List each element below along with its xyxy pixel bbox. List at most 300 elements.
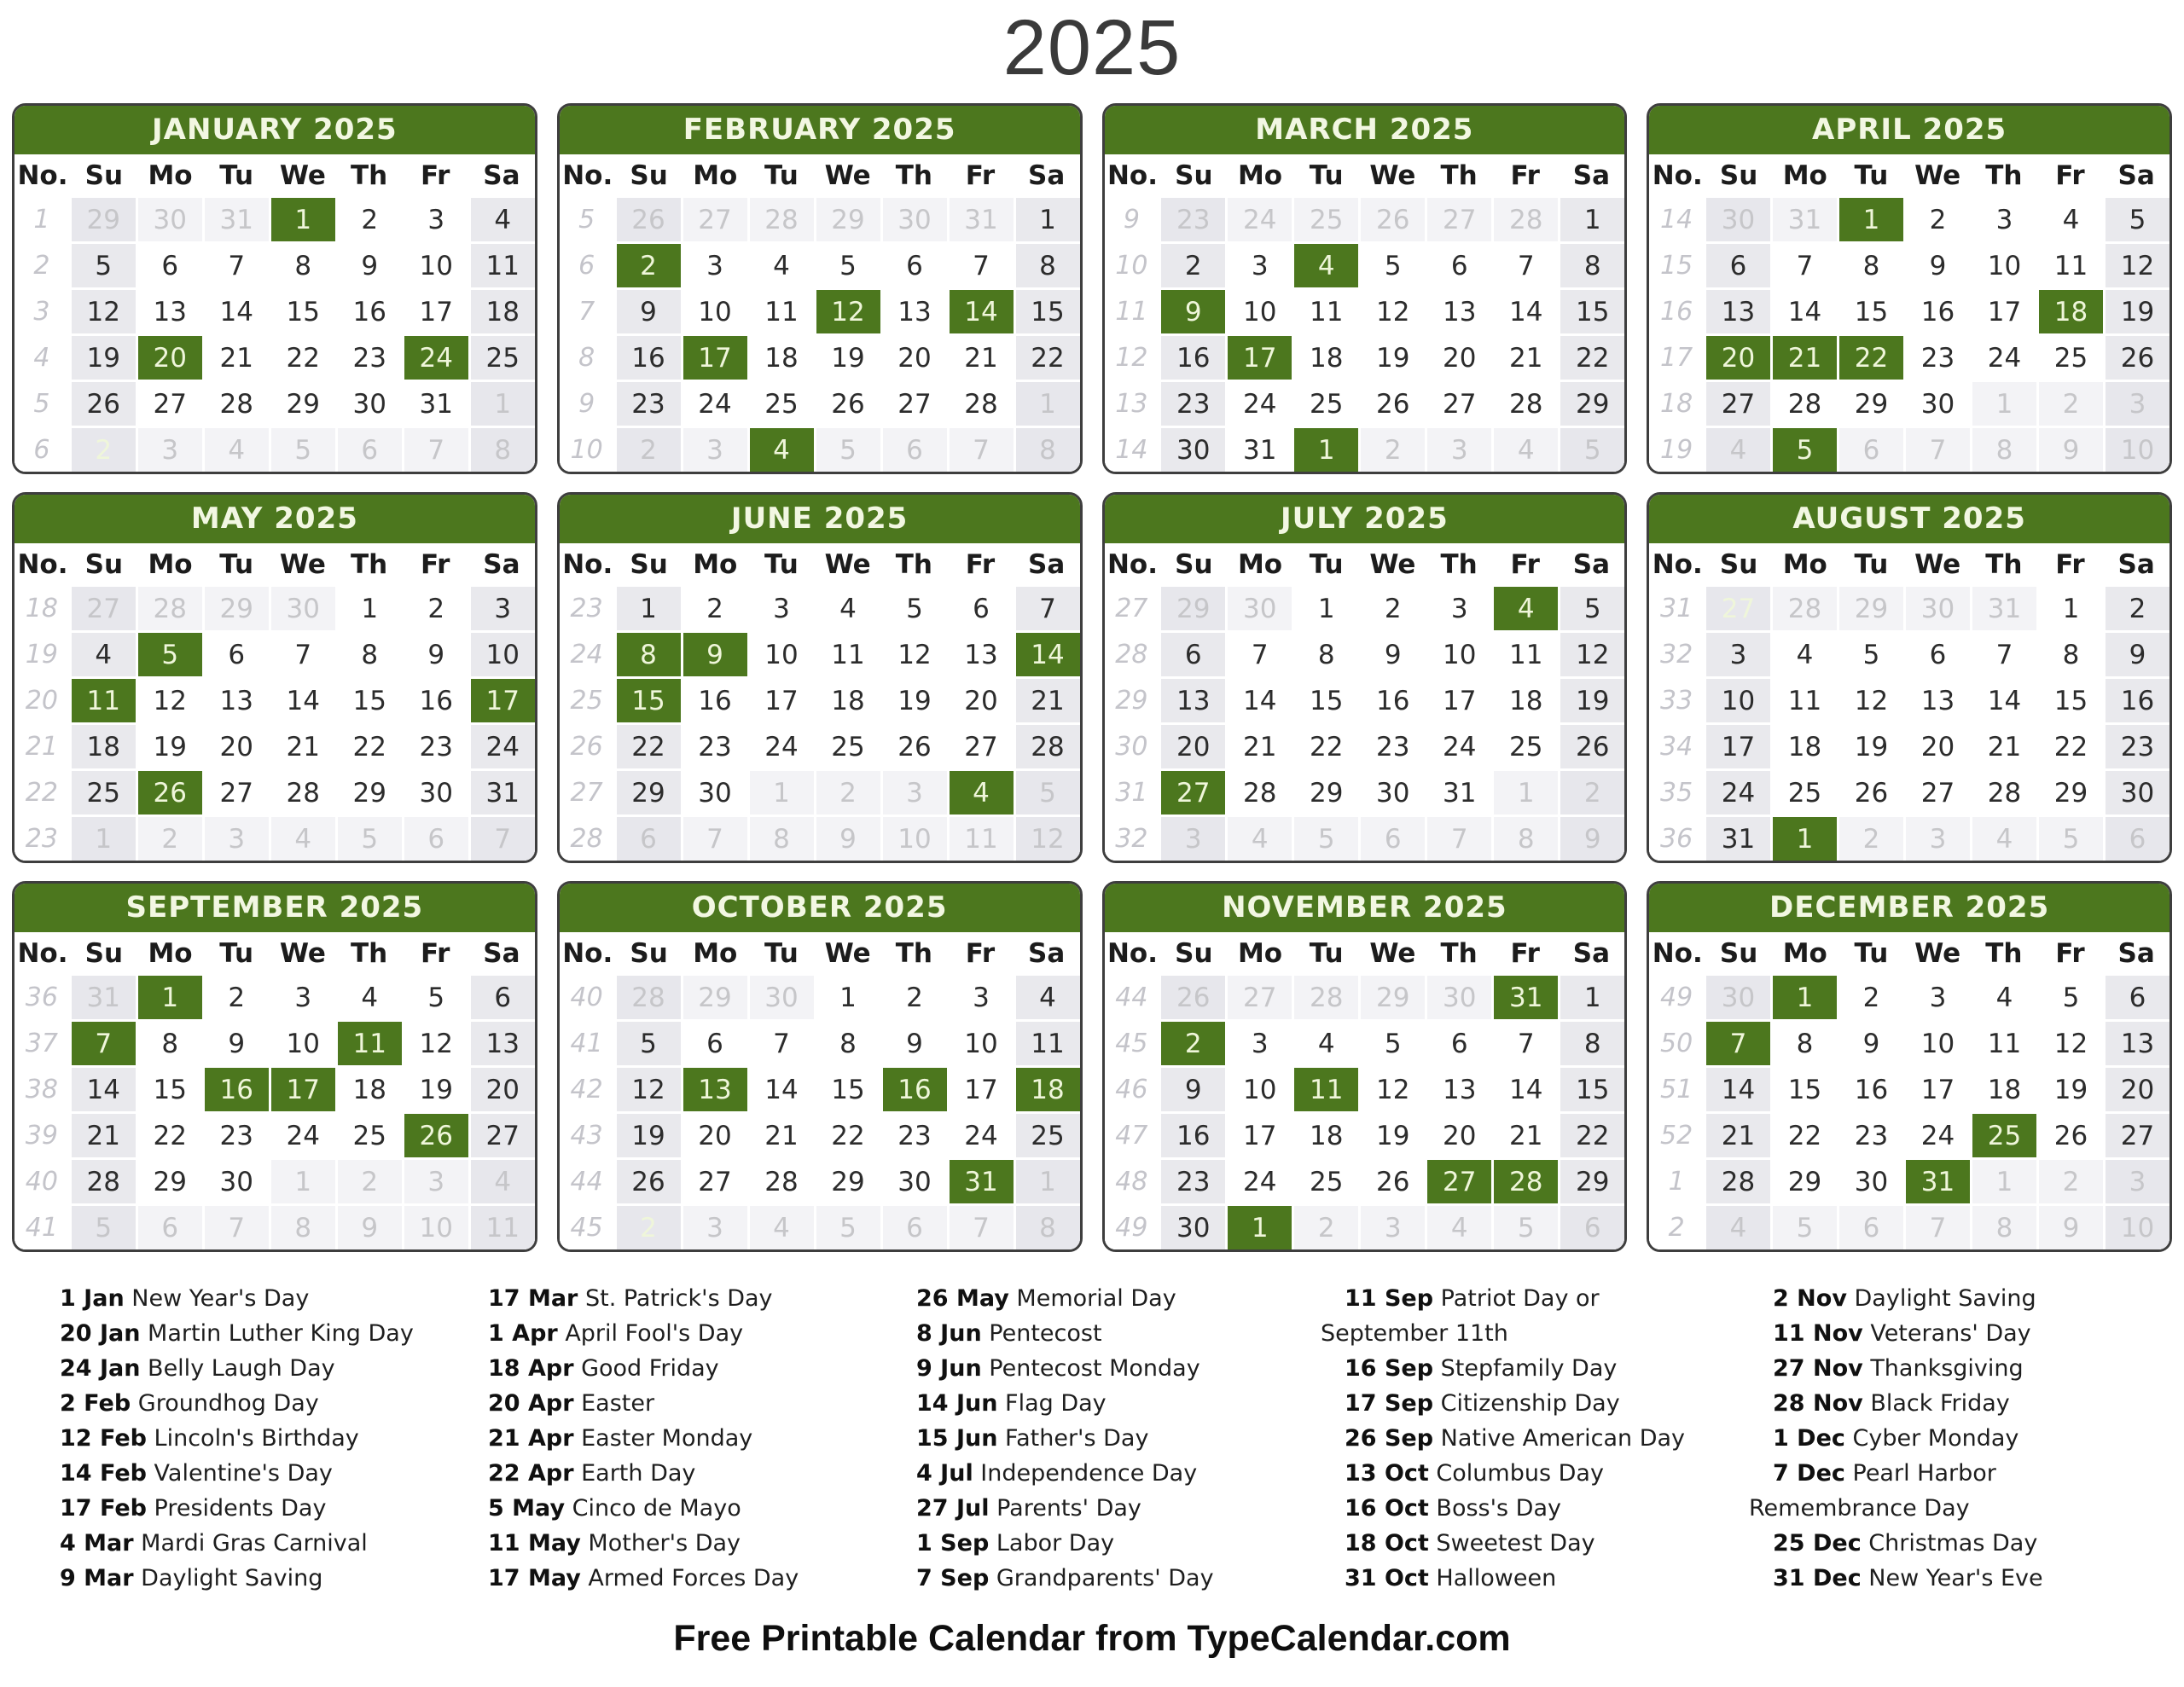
day-cell: 6 [138,244,202,287]
day-cell: 11 [1972,1022,2036,1065]
weekday-header-fr: Fr [420,548,450,580]
day-cell: 15 [271,290,335,333]
weekday-header-no: No. [1107,159,1159,191]
month-body [1649,585,2169,861]
week-number: 34 [1649,725,1704,768]
month-body [560,196,1080,472]
holiday-date: 11 May [488,1530,581,1557]
weekday-header-no: No. [17,548,68,580]
day-cell: 28 [271,771,335,815]
day-cell: 30 [404,771,468,815]
holiday-date: 14 Feb [60,1460,147,1487]
weekday-header-th: Th [895,159,932,191]
day-cell: 5 [1294,817,1358,861]
day-cell: 29 [2039,771,2103,815]
day-cell: 6 [617,817,681,861]
week-number: 43 [560,1114,614,1157]
day-cell: 14 [1706,1068,1770,1111]
month-title-february: FEBRUARY 2025 [560,106,1080,154]
holiday-date: 14 Jun [916,1390,998,1417]
day-cell: 5 [72,244,136,287]
day-cell: 7 [750,1022,814,1065]
day-cell: 4 [750,244,814,287]
day-cell: 5 [816,1206,880,1249]
day-cell: 11 [1016,1022,1080,1065]
weekday-header-we: We [824,937,871,969]
day-cell: 20 [950,679,1014,722]
day-cell: 6 [2106,976,2169,1019]
day-cell: 26 [816,382,880,426]
day-cell: 23 [205,1114,269,1157]
day-cell: 17 [1972,290,2036,333]
holiday-date: 12 Feb [60,1425,147,1452]
month-february [557,103,1083,474]
weekday-header-no: No. [1652,548,1703,580]
holidays-section [0,1252,2184,1596]
day-cell: 29 [1161,587,1225,630]
week-number: 11 [1105,290,1159,333]
week-number: 50 [1649,1022,1704,1065]
weekday-header-sa: Sa [1572,548,1611,580]
day-cell: 25 [1773,771,1837,815]
day-cell: 31 [1427,771,1491,815]
week-number: 39 [15,1114,69,1157]
day-cell: 25 [338,1114,402,1157]
day-cell: 7 [471,817,535,861]
holiday-entry: 8 Jun Pentecost [916,1320,1102,1347]
day-cell: 10 [404,244,468,287]
day-cell: 17 [1228,1114,1292,1157]
day-cell: 18 [72,725,136,768]
holiday-date: 1 Sep [916,1530,990,1557]
day-cell: 22 [1773,1114,1837,1157]
day-cell: 21 [1016,679,1080,722]
day-cell: 2 [338,1160,402,1203]
weekday-header-mo: Mo [1237,937,1283,969]
day-cell: 7 [950,1206,1014,1249]
week-number: 1 [1649,1160,1704,1203]
day-cell: 27 [72,587,136,630]
holiday-entry: 11 May Mother's Day [488,1530,741,1557]
week-number: 18 [1649,382,1704,426]
day-cell: 14 [1228,679,1292,722]
weekday-header-no: No. [17,159,68,191]
holiday-entry: 31 Oct Halloween [1345,1565,1557,1591]
holiday-entry: 16 Sep Stepfamily Day [1345,1355,1618,1382]
day-cell: 29 [1560,1160,1624,1203]
holiday-entry: 17 Mar St. Patrick's Day [488,1285,773,1312]
holiday-date: 24 Jan [60,1355,141,1382]
day-cell: 26 [72,382,136,426]
day-cell: 23 [1839,1114,1903,1157]
weekday-header-su: Su [1719,548,1758,580]
day-cell: 18 [1294,1114,1358,1157]
holiday-entry: 16 Oct Boss's Day [1345,1495,1561,1522]
day-cell: 24 [683,382,747,426]
day-cell: 21 [950,336,1014,380]
day-cell: 4 [1706,428,1770,472]
day-cell-holiday: 16 [883,1068,947,1111]
month-march [1102,103,1628,474]
day-cell: 20 [683,1114,747,1157]
month-title-august: AUGUST 2025 [1649,495,2169,543]
day-cell: 28 [750,198,814,241]
day-cell: 10 [950,1022,1014,1065]
day-cell: 16 [1839,1068,1903,1111]
day-cell-holiday: 4 [750,428,814,472]
day-cell: 23 [2106,725,2169,768]
day-cell: 3 [2106,382,2169,426]
week-number: 45 [560,1206,614,1249]
day-cell: 22 [617,725,681,768]
weekday-header-row [1105,543,1625,585]
day-cell: 30 [1906,587,1970,630]
day-cell: 15 [1560,1068,1624,1111]
day-cell: 28 [1294,976,1358,1019]
week-number: 5 [560,198,614,241]
day-cell: 24 [1228,1160,1292,1203]
day-cell-holiday: 27 [1427,1160,1491,1203]
day-cell: 6 [1706,244,1770,287]
day-cell-holiday: 16 [205,1068,269,1111]
day-cell: 30 [1906,382,1970,426]
day-cell: 8 [1560,1022,1624,1065]
day-cell: 8 [1773,1022,1837,1065]
day-cell: 8 [1294,633,1358,676]
day-cell: 6 [338,428,402,472]
week-number: 5 [15,382,69,426]
day-cell: 22 [1560,1114,1624,1157]
weekday-header-we: We [1914,548,1961,580]
day-cell: 25 [471,336,535,380]
holiday-entry: 18 Oct Sweetest Day [1345,1530,1595,1557]
week-number: 32 [1649,633,1704,676]
month-july [1102,492,1628,863]
day-cell-holiday: 11 [1294,1068,1358,1111]
day-cell: 12 [1016,817,1080,861]
week-number: 7 [560,290,614,333]
weekday-header-th: Th [350,548,388,580]
day-cell: 10 [883,817,947,861]
weekday-header-we: We [824,159,871,191]
day-cell-holiday: 18 [2039,290,2103,333]
week-number: 13 [1105,382,1159,426]
week-number: 2 [15,244,69,287]
month-title-december: DECEMBER 2025 [1649,884,2169,932]
day-cell: 3 [1361,1206,1425,1249]
day-cell: 16 [404,679,468,722]
holiday-date: 21 Apr [488,1425,574,1452]
holiday-entry: 27 Nov Thanksgiving [1773,1355,2024,1382]
day-cell: 30 [1706,976,1770,1019]
holiday-date: 8 Jun [916,1320,982,1347]
day-cell: 27 [1706,382,1770,426]
day-cell: 10 [404,1206,468,1249]
day-cell: 2 [1560,771,1624,815]
holiday-column-4 [1321,1281,1720,1596]
weekday-header-row [1105,154,1625,196]
weekday-header-fr: Fr [965,937,996,969]
day-cell: 18 [338,1068,402,1111]
day-cell: 30 [1161,1206,1225,1249]
day-cell: 9 [205,1022,269,1065]
day-cell: 10 [1228,290,1292,333]
day-cell: 25 [2039,336,2103,380]
week-number: 24 [560,633,614,676]
day-cell: 2 [404,587,468,630]
day-cell: 4 [1972,976,2036,1019]
day-cell: 7 [205,1206,269,1249]
day-cell: 21 [750,1114,814,1157]
holiday-column-2 [464,1281,863,1596]
weekday-header-sa: Sa [1572,159,1611,191]
week-number: 44 [560,1160,614,1203]
day-cell: 4 [205,428,269,472]
weekday-header-we: We [1369,159,1416,191]
day-cell: 7 [950,428,1014,472]
week-number: 27 [560,771,614,815]
holiday-date: 1 Jan [60,1285,125,1312]
holiday-date: 25 Dec [1773,1530,1862,1557]
day-cell: 11 [471,244,535,287]
holiday-entry: 17 Sep Citizenship Day [1345,1390,1620,1417]
day-cell-holiday: 9 [683,633,747,676]
day-cell: 30 [1161,428,1225,472]
day-cell: 3 [138,428,202,472]
day-cell: 2 [1839,976,1903,1019]
day-cell: 2 [138,817,202,861]
day-cell: 28 [1972,771,2036,815]
day-cell: 9 [883,1022,947,1065]
day-cell: 12 [72,290,136,333]
day-cell-holiday: 14 [950,290,1014,333]
day-cell: 31 [1972,587,2036,630]
weekday-header-tu: Tu [764,548,799,580]
day-cell: 10 [1228,1068,1292,1111]
day-cell: 24 [1972,336,2036,380]
day-cell: 13 [950,633,1014,676]
day-cell: 5 [2106,198,2169,241]
holiday-date: 11 Nov [1773,1320,1863,1347]
day-cell: 12 [404,1022,468,1065]
day-cell: 5 [1560,587,1624,630]
day-cell: 8 [1839,244,1903,287]
day-cell: 12 [1361,1068,1425,1111]
day-cell-holiday: 21 [1773,336,1837,380]
weekday-header-sa: Sa [1572,937,1611,969]
day-cell: 7 [1016,587,1080,630]
month-body [1649,974,2169,1249]
day-cell-holiday: 1 [1773,976,1837,1019]
day-cell: 27 [2106,1114,2169,1157]
holiday-date: 17 Sep [1345,1390,1434,1417]
day-cell: 22 [1016,336,1080,380]
day-cell: 27 [683,198,747,241]
weekday-header-sa: Sa [2117,937,2155,969]
holiday-date: 16 Sep [1345,1355,1434,1382]
day-cell: 25 [1494,725,1558,768]
day-cell: 1 [816,976,880,1019]
day-cell: 28 [1706,1160,1770,1203]
day-cell: 8 [750,817,814,861]
weekday-header-su: Su [630,159,668,191]
day-cell: 8 [816,1022,880,1065]
day-cell: 31 [1773,198,1837,241]
day-cell: 2 [683,587,747,630]
day-cell: 15 [1839,290,1903,333]
day-cell: 6 [1560,1206,1624,1249]
day-cell: 28 [1228,771,1292,815]
day-cell: 6 [205,633,269,676]
day-cell: 9 [1560,817,1624,861]
day-cell: 2 [1161,244,1225,287]
weekday-header-mo: Mo [148,159,193,191]
day-cell: 28 [1494,382,1558,426]
day-cell: 26 [1361,1160,1425,1203]
day-cell: 5 [404,976,468,1019]
day-cell: 1 [271,1160,335,1203]
day-cell: 21 [72,1114,136,1157]
month-title-may: MAY 2025 [15,495,535,543]
weekday-header-fr: Fr [420,159,450,191]
holiday-entry: 17 Feb Presidents Day [60,1495,327,1522]
week-number: 44 [1105,976,1159,1019]
week-number: 8 [560,336,614,380]
day-cell: 8 [138,1022,202,1065]
holiday-entry: 1 Dec Cyber Monday [1773,1425,2019,1452]
day-cell: 1 [1016,1160,1080,1203]
week-number: 27 [1105,587,1159,630]
month-title-july: JULY 2025 [1105,495,1625,543]
day-cell: 18 [750,336,814,380]
day-cell: 16 [1906,290,1970,333]
day-cell: 28 [1494,198,1558,241]
month-december [1647,881,2172,1252]
month-june [557,492,1083,863]
day-cell: 7 [404,428,468,472]
holiday-entry: 18 Apr Good Friday [488,1355,719,1382]
day-cell: 6 [683,1022,747,1065]
weekday-header-sa: Sa [2117,159,2155,191]
day-cell: 13 [1161,679,1225,722]
day-cell: 31 [471,771,535,815]
weekday-header-we: We [824,548,871,580]
day-cell: 30 [1361,771,1425,815]
day-cell: 24 [1706,771,1770,815]
day-cell: 26 [2039,1114,2103,1157]
weekday-header-row [15,932,535,974]
weekday-header-tu: Tu [764,937,799,969]
day-cell: 31 [1706,817,1770,861]
day-cell: 29 [205,587,269,630]
day-cell: 25 [1294,198,1358,241]
weekday-header-fr: Fr [1510,159,1540,191]
holiday-entry: 27 Jul Parents' Day [916,1495,1141,1522]
week-number: 23 [560,587,614,630]
day-cell: 17 [750,679,814,722]
week-number: 49 [1105,1206,1159,1249]
day-cell: 11 [471,1206,535,1249]
day-cell: 16 [683,679,747,722]
day-cell: 16 [2106,679,2169,722]
day-cell: 13 [138,290,202,333]
day-cell-holiday: 9 [1161,290,1225,333]
day-cell: 9 [816,817,880,861]
weekday-header-row [560,932,1080,974]
weekday-header-fr: Fr [2055,159,2085,191]
day-cell: 20 [1427,336,1491,380]
weekday-header-mo: Mo [148,548,193,580]
day-cell: 1 [750,771,814,815]
holiday-date: 15 Jun [916,1425,998,1452]
holiday-date: 5 May [488,1495,566,1522]
day-cell: 30 [1839,1160,1903,1203]
weekday-header-tu: Tu [219,548,254,580]
weekday-header-sa: Sa [483,548,520,580]
day-cell: 27 [883,382,947,426]
day-cell: 20 [471,1068,535,1111]
day-cell: 22 [1560,336,1624,380]
month-title-april: APRIL 2025 [1649,106,2169,154]
holiday-entry: 9 Jun Pentecost Monday [916,1355,1200,1382]
day-cell: 24 [750,725,814,768]
day-cell: 5 [1773,1206,1837,1249]
week-number: 30 [1105,725,1159,768]
weekday-header-mo: Mo [693,159,738,191]
day-cell: 30 [1427,976,1491,1019]
week-number: 52 [1649,1114,1704,1157]
week-number: 23 [15,817,69,861]
day-cell-holiday: 8 [617,633,681,676]
holiday-entry: 5 May Cinco de Mayo [488,1495,741,1522]
day-cell: 4 [338,976,402,1019]
holiday-entry: 25 Dec Christmas Day [1773,1530,2038,1557]
weekday-header-sa: Sa [1028,937,1066,969]
month-october [557,881,1083,1252]
day-cell: 1 [1560,198,1624,241]
holiday-date: 27 Nov [1773,1355,1863,1382]
week-number: 9 [1105,198,1159,241]
holiday-entry: 1 Apr April Fool's Day [488,1320,744,1347]
day-cell: 27 [1427,198,1491,241]
day-cell: 29 [1839,382,1903,426]
day-cell: 26 [1361,198,1425,241]
weekday-header-fr: Fr [1510,937,1540,969]
day-cell: 5 [1361,244,1425,287]
day-cell: 30 [883,1160,947,1203]
holiday-entry: 1 Jan New Year's Day [60,1285,310,1312]
day-cell: 27 [1427,382,1491,426]
day-cell: 6 [1161,633,1225,676]
day-cell: 7 [950,244,1014,287]
day-cell-holiday: 18 [1016,1068,1080,1111]
week-number: 37 [15,1022,69,1065]
day-cell: 1 [1016,382,1080,426]
day-cell: 28 [750,1160,814,1203]
day-cell: 17 [1706,725,1770,768]
day-cell-holiday: 24 [404,336,468,380]
holiday-date: 18 Apr [488,1355,574,1382]
week-number: 36 [1649,817,1704,861]
day-cell: 24 [271,1114,335,1157]
weekday-header-tu: Tu [219,937,254,969]
day-cell: 15 [1016,290,1080,333]
footer-text: Free Printable Calendar from TypeCalendar.com [673,1618,1511,1659]
holiday-entry: 14 Jun Flag Day [916,1390,1107,1417]
day-cell: 17 [1906,1068,1970,1111]
weekday-header-su: Su [84,548,124,580]
weekday-header-th: Th [895,548,932,580]
